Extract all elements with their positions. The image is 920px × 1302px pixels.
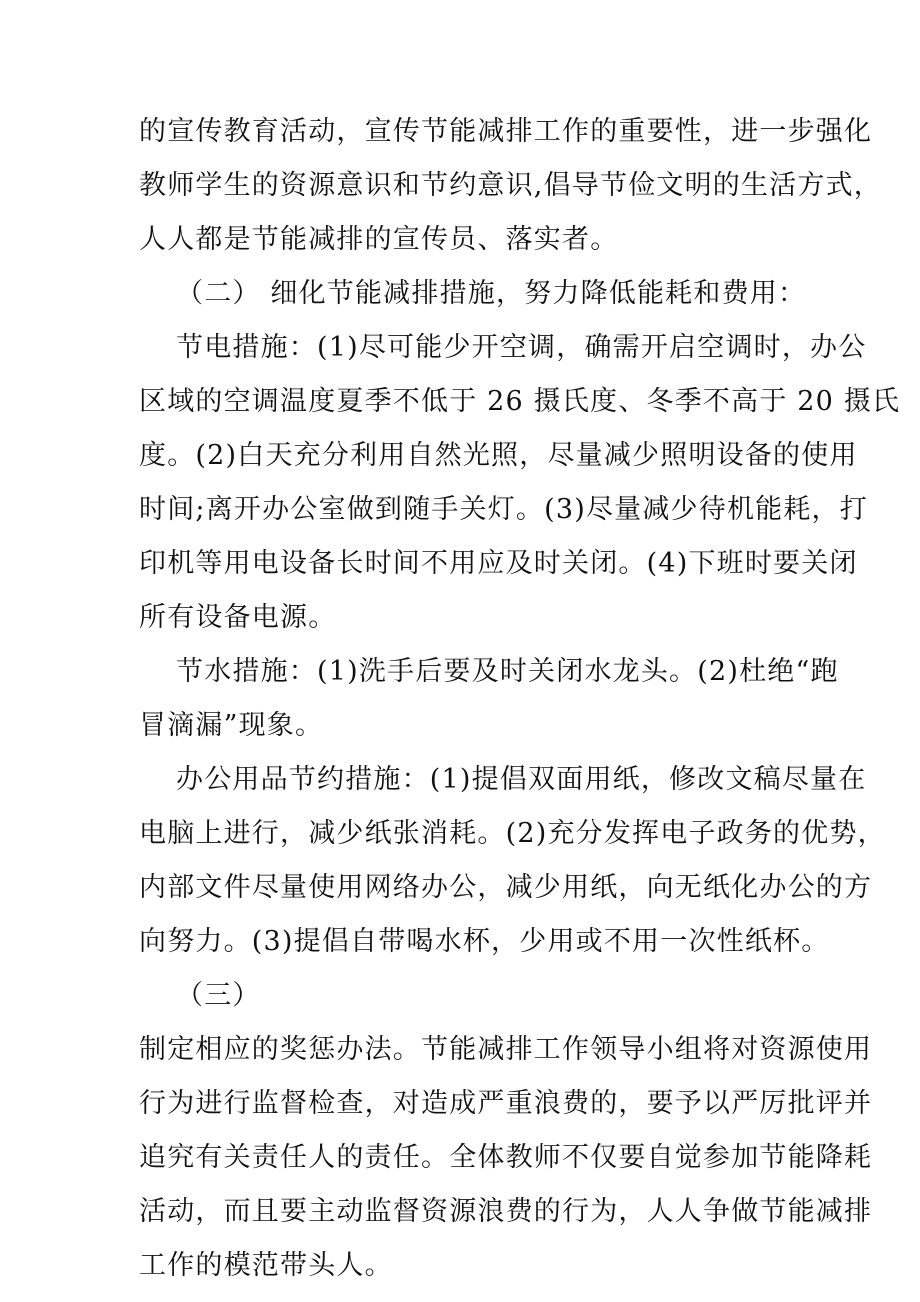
text-line: 教师学生的资源意识和节约意识,倡导节俭文明的生活方式，	[139, 170, 882, 201]
text-line: 行为进行监督检查，对造成严重浪费的，要予以严厉批评并	[139, 1088, 873, 1119]
text-line: 制定相应的奖惩办法。节能减排工作领导小组将对资源使用	[139, 1034, 873, 1065]
text-line: 所有设备电源。	[139, 602, 337, 633]
text-line: 活动，而且要主动监督资源浪费的行为，人人争做节能减排	[139, 1196, 873, 1227]
text-line: 的宣传教育活动，宣传节能减排工作的重要性，进一步强化	[139, 116, 873, 147]
text-line: 度。(2)白天充分利用自然光照，尽量减少照明设备的使用	[139, 440, 858, 471]
text-line: 追究有关责任人的责任。全体教师不仅要自觉参加节能降耗	[139, 1142, 873, 1173]
text-line: 办公用品节约措施：(1)提倡双面用纸，修改文稿尽量在	[176, 764, 867, 795]
text-line: 向努力。(3)提倡自带喝水杯，少用或不用一次性纸杯。	[139, 926, 830, 957]
text-line: 节电措施：(1)尽可能少开空调，确需开启空调时，办公	[176, 332, 867, 363]
text-line: 冒滴漏”现象。	[139, 710, 324, 741]
text-line: 工作的模范带头人。	[139, 1250, 393, 1281]
text-line: 人人都是节能减排的宣传员、落实者。	[139, 224, 619, 255]
text-line: 内部文件尽量使用网络办公，减少用纸，向无纸化办公的方	[139, 872, 873, 903]
section-heading: （三）	[176, 980, 261, 1011]
section-heading: （二） 细化节能减排措施，努力降低能耗和费用：	[176, 278, 807, 309]
text-line: 节水措施：(1)洗手后要及时关闭水龙头。(2)杜绝“跑	[176, 656, 839, 687]
text-line: 时间;离开办公室做到随手关灯。(3)尽量减少待机能耗，打	[139, 494, 868, 525]
text-line: 电脑上进行，减少纸张消耗。(2)充分发挥电子政务的优势，	[139, 818, 886, 849]
text-line: 印机等用电设备长时间不用应及时关闭。(4)下班时要关闭	[139, 548, 858, 579]
text-line: 区域的空调温度夏季不低于 26 摄氏度、冬季不高于 20 摄氏	[139, 386, 901, 417]
